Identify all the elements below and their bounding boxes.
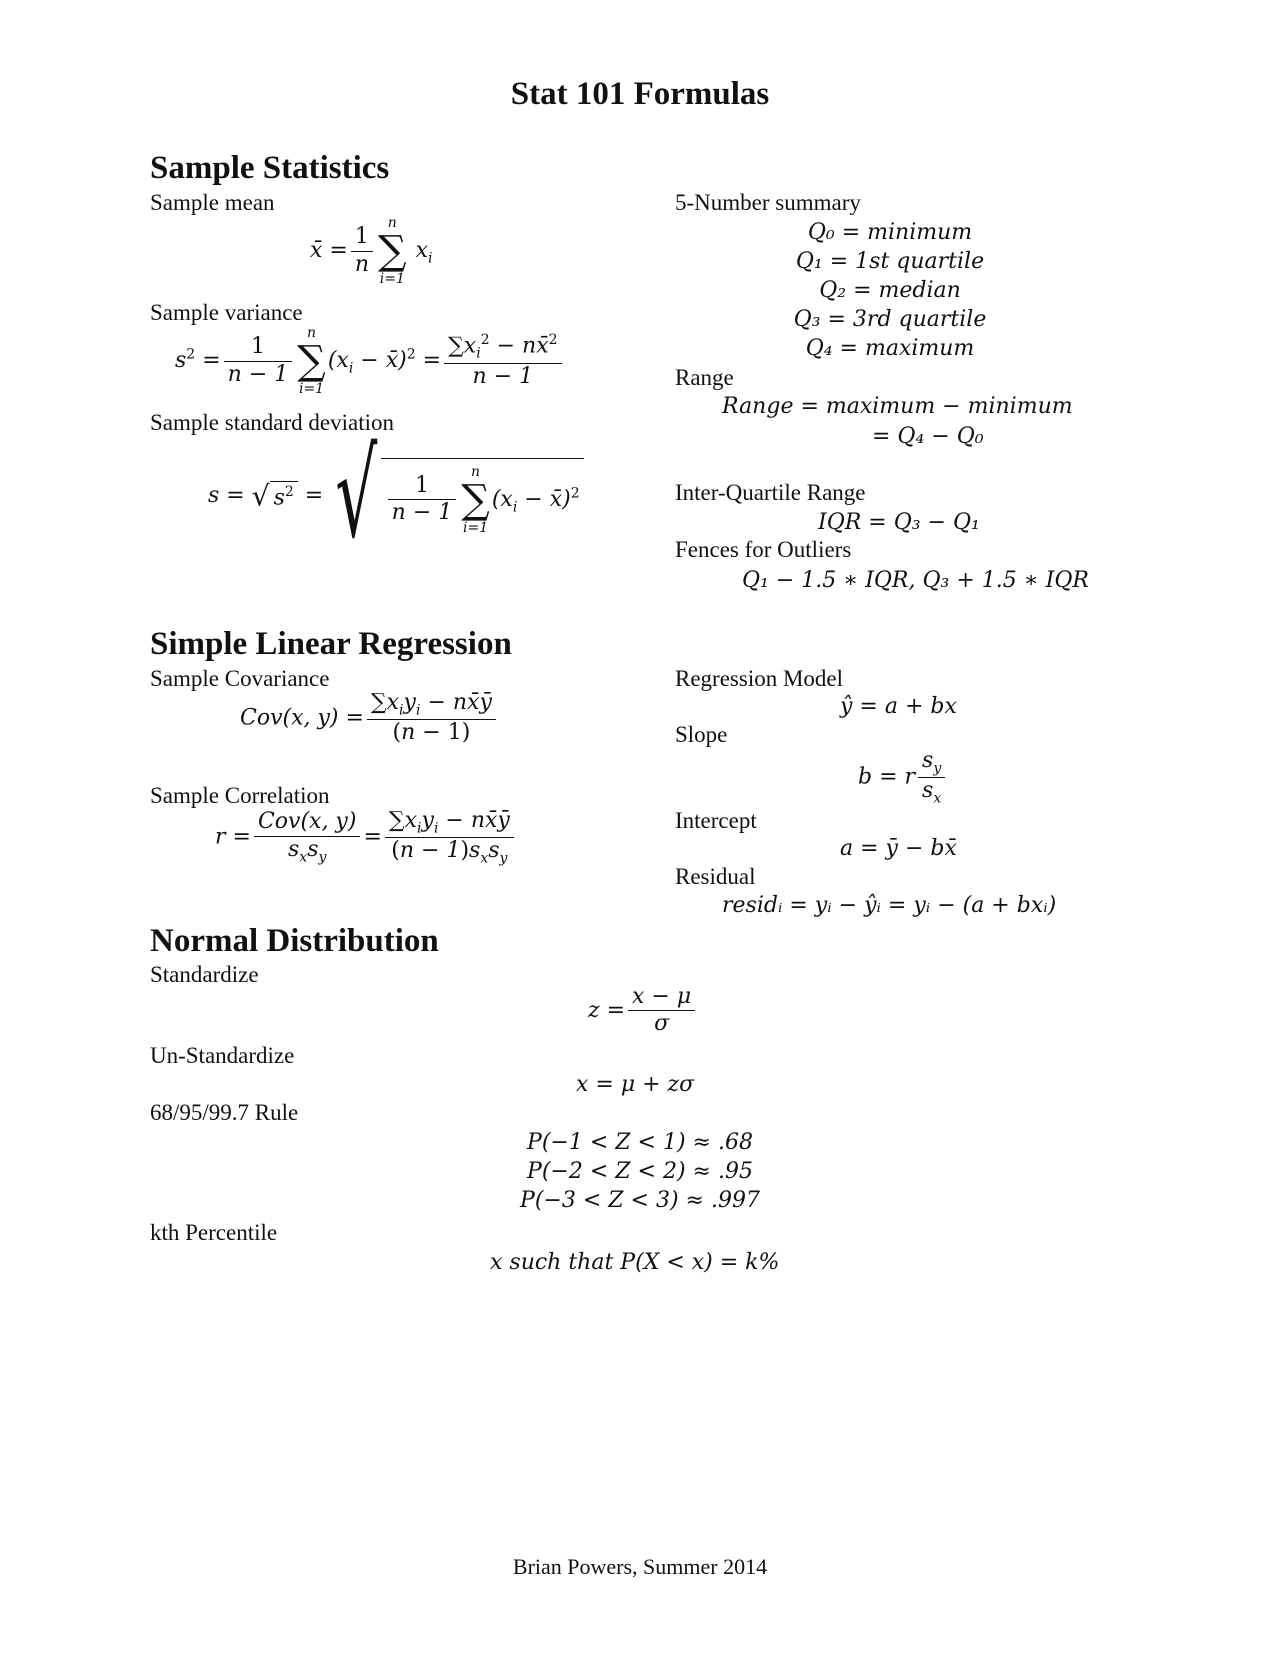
percentile-formula: x such that P(X < x) = k% <box>490 1250 780 1275</box>
heading-sample-statistics: Sample Statistics <box>150 150 390 186</box>
range-formula-line2: = Q₄ − Q₀ <box>872 424 984 449</box>
regression-model-label: Regression Model <box>675 666 844 691</box>
range-label: Range <box>675 365 734 390</box>
five-number-item: Q₃ = 3rd quartile <box>793 307 987 332</box>
residual-label: Residual <box>675 864 756 889</box>
slope-label: Slope <box>675 722 728 747</box>
covariance-formula: Cov(x, y) = $\sum x_iy_i$ − nx̄ȳ (n − 1) <box>240 690 499 747</box>
iqr-formula: IQR = Q₃ − Q₁ <box>818 510 980 535</box>
sample-mean-label: Sample mean <box>150 190 275 215</box>
sample-variance-formula: $s^2$ = $\frac{1}{n - 1}$ n ∑ i=1 ($x_i$ − x̄)$^2$ = $\frac{\sum x_i^2 - nx̄^2}{n - 1}$ <box>175 326 565 396</box>
rule-item: P(−3 < Z < 3) ≈ .997 <box>520 1188 760 1213</box>
five-number-item: Q₄ = maximum <box>805 336 975 361</box>
correlation-formula: r = Cov(x, y) $s_xs_y$ = $\sum x_iy_i$ − nx̄ȳ $(n - 1)s_xs_y$ <box>215 808 517 867</box>
five-number-list <box>720 218 1060 363</box>
sample-sd-label: Sample standard deviation <box>150 410 394 435</box>
unstandardize-formula: x = μ + zσ <box>576 1072 695 1097</box>
unstandardize-label: Un-Standardize <box>150 1043 295 1068</box>
range-formula-line1: Range = maximum − minimum <box>722 394 1073 419</box>
standardize-label: Standardize <box>150 962 259 987</box>
heading-regression: Simple Linear Regression <box>150 626 512 662</box>
sample-variance-label: Sample variance <box>150 300 303 325</box>
rule-item: P(−2 < Z < 2) ≈ .95 <box>527 1159 753 1184</box>
correlation-label: Sample Correlation <box>150 783 330 808</box>
rule-item: P(−1 < Z < 1) ≈ .68 <box>527 1130 753 1155</box>
five-number-item: Q₂ = median <box>819 278 961 303</box>
heading-normal: Normal Distribution <box>150 923 439 959</box>
regression-model-formula: ŷ = a + bx <box>840 694 957 719</box>
footer-credit: Brian Powers, Summer 2014 <box>512 1554 768 1579</box>
fences-label: Fences for Outliers <box>675 537 852 562</box>
five-number-item: Q₀ = minimum <box>807 220 973 245</box>
iqr-label: Inter-Quartile Range <box>675 480 866 505</box>
slope-formula: b = r $\frac{s_y}{s_x}$ <box>858 748 948 807</box>
rule-label: 68/95/99.7 Rule <box>150 1100 299 1125</box>
sample-mean-formula: x̄ = $\frac{1}{n}$ n ∑ i=1 $x_i$ <box>310 215 433 287</box>
standardize-formula: z = $\frac{x - \mu}{\sigma}$ <box>588 984 698 1038</box>
page-title: Stat 101 Formulas <box>510 76 770 112</box>
five-number-item: Q₁ = 1st quartile <box>795 249 985 274</box>
percentile-label: kth Percentile <box>150 1220 278 1245</box>
covariance-label: Sample Covariance <box>150 666 330 691</box>
sample-sd-formula: s = √ $s^2$ = √ $\frac{1}{n - 1}$ n ∑ i=1 ($x_i$ − x̄)$^2$ <box>208 436 584 556</box>
intercept-label: Intercept <box>675 808 757 833</box>
five-number-label: 5-Number summary <box>675 190 861 215</box>
residual-formula: residᵢ = yᵢ − ŷᵢ = yᵢ − (a + bxᵢ) <box>722 893 1057 918</box>
intercept-formula: a = ȳ − bx̄ <box>840 836 957 861</box>
empirical-rule-list <box>490 1128 790 1215</box>
fences-formula: Q₁ − 1.5 ∗ IQR, Q₃ + 1.5 ∗ IQR <box>742 568 1089 593</box>
